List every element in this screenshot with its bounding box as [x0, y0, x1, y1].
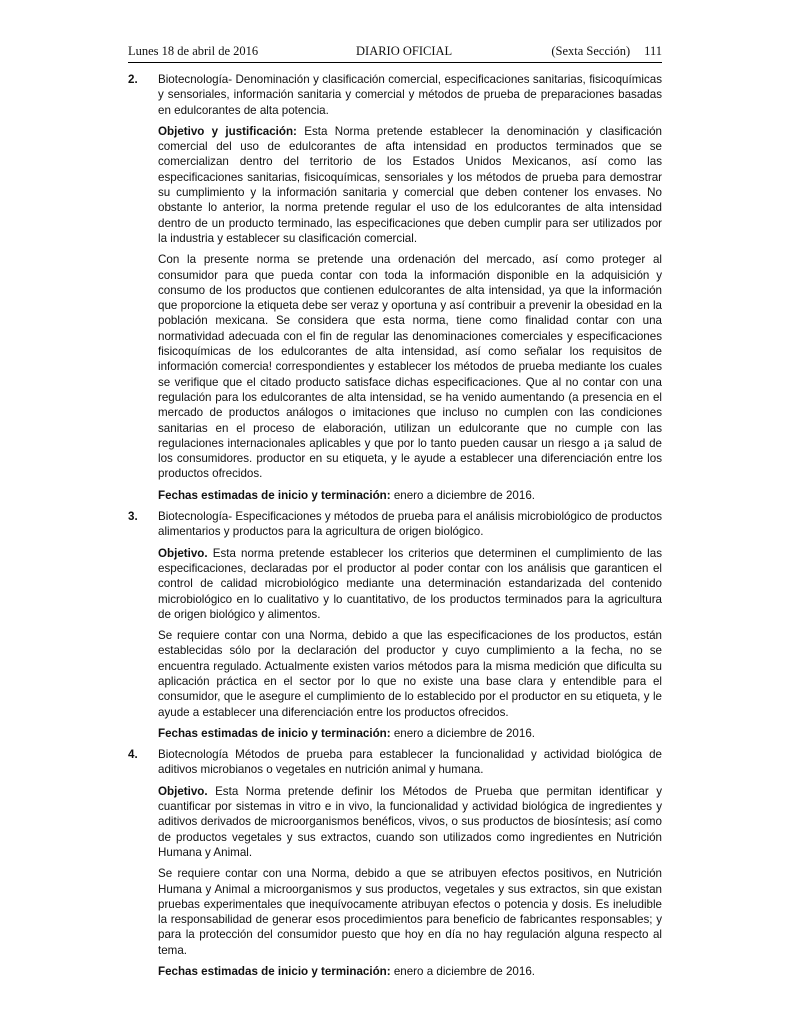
header-page-number: 111 — [644, 44, 662, 58]
norm-item-2 — [128, 72, 662, 503]
dates-text: enero a diciembre de 2016. — [390, 488, 535, 502]
header-section-page — [551, 44, 662, 59]
norm-item-3 — [128, 509, 662, 741]
objective-text: Esta Norma pretende definir los Métodos de Prueba que permitan identificar y cuantificar por sistemas in vitro e in vivo, la funcionalidad y actividad biológica de ingredientes y aditivos derivados de microorganismos benéficos, vivos, o sus productos de biosíntesis; así como de productos vegetales y sus extractos, cuando son utilizados como ingredientes en Nutrición Humana y Animal. — [158, 784, 662, 859]
header-publication: DIARIO OFICIAL — [356, 44, 453, 58]
objective-paragraph — [158, 124, 662, 246]
header-rule — [128, 62, 662, 63]
dates-paragraph — [158, 726, 662, 741]
objective-paragraph — [158, 784, 662, 860]
objective-label: Objetivo. — [158, 546, 208, 560]
item-number: 3. — [128, 510, 138, 524]
justification-paragraph: Con la presente norma se pretende una ordenación del mercado, así como proteger al consumidor para que pueda contar con toda la información disponible en la adquisición y consumo de los productos que contienen edulcorantes de alta intensidad, ya que la información que proporcione la etiqueta debe ser veraz y oportuna y así contribuir a prevenir la obesidad en la población mexicana. Se considera que esta norma, tiene como finalidad contar con una normatividad adecuada con el fin de regular las denominaciones comerciales y especificaciones fisicoquímicas de los edulcorantes de alta intensidad, así como señalar los requisitos de información comercia! correspondientes y establecer los métodos de prueba mediante los cuales se verifique que el citado producto satisface dichas especificaciones. Que al no contar con una regulación para los edulcorantes de alta intensidad, se ha venido aumentando (a presencia en el mercado de productos análogos o imitaciones que incluso no cumplen con las condiciones sanitarias en el proceso de elaboración, utilizan un edulcorante que no cumple con las regulaciones internacionales aplicables y que por lo tanto pueden causar un riesgo a ¡a salud de los consumidores. productor en su etiqueta, y le ayude a establecer una diferenciación entre los productos ofrecidos. — [158, 253, 662, 481]
header-section: (Sexta Sección) — [551, 44, 631, 58]
header-date: Lunes 18 de abril de 2016 — [128, 44, 259, 58]
justification-paragraph: Se requiere contar con una Norma, debido a que las especificaciones de los productos, están establecidas sólo por la declaración del productor y cuyo cumplimiento a la fecha, no se encuentra regulado. Actualmente existen varios métodos para la misma medición que dificulta su aplicación práctica en el sector por lo que no existe una base clara y entendible para el consumidor, que le asegure el cumplimiento de lo establecido por el productor en su etiqueta, y le ayude a establecer una diferenciación entre los productos ofrecidos. — [158, 629, 662, 719]
objective-label: Objetivo. — [158, 784, 208, 798]
objective-paragraph — [158, 546, 662, 622]
dates-label: Fechas estimadas de inicio y terminación: — [158, 965, 391, 979]
item-title: Biotecnología- Denominación y clasificación comercial, especificaciones sanitarias, fisicoquímicas y sensoriales, información sanitaria y comercial y métodos de prueba de preparaciones basadas en edulcorantes de alta potencia. — [158, 73, 662, 117]
dates-text: enero a diciembre de 2016. — [390, 726, 535, 740]
item-title: Biotecnología Métodos de prueba para establecer la funcionalidad y actividad biológica de aditivos microbianos o vegetales en nutrición animal y humana. — [158, 748, 662, 777]
dates-text: enero a diciembre de 2016. — [390, 965, 535, 979]
objective-label: Objetivo y justificación: — [158, 124, 297, 138]
dates-paragraph — [158, 964, 662, 979]
norm-item-4 — [128, 747, 662, 979]
objective-text: Esta Norma pretende establecer la denominación y clasificación comercial del uso de edulcorantes de afta intensidad en productos terminados que se comercializan dentro del territorio de los Estados Unidos Mexicanos, así como las especificaciones sanitarias, fisicoquímicas, sensoriales y los métodos de prueba para demostrar su cumplimiento y la información sanitaria y comercial que deben contener los envases. No obstante lo anterior, la norma pretende regular el uso de los edulcorantes de alta intensidad dentro de un producto terminado, las especificaciones que deben cumplir para ser utilizados por la industria y establecer su clasificación comercial. — [158, 124, 662, 245]
item-number: 2. — [128, 73, 138, 86]
dates-label: Fechas estimadas de inicio y terminación: — [158, 488, 391, 502]
objective-text: Esta norma pretende establecer los criterios que determinen el cumplimiento de las especificaciones, declaradas por el productor al poder contar con los análisis que garanticen el control de calidad microbiológico mediante una determinación estandarizada del contenido microbiológico en lo cualitativo y lo cuantitativo, de los productos terminados para la agricultura de origen biológico y alimentos. — [158, 546, 662, 621]
item-number: 4. — [128, 748, 138, 762]
dates-paragraph — [158, 488, 662, 503]
justification-paragraph: Se requiere contar con una Norma, debido a que se atribuyen efectos positivos, en Nutrición Humana y Animal a microorganismos y sus productos, vegetales y sus extractos, sin que existan pruebas experimentales que inequívocamente atribuyan efectos o potencia y dosis. Es ineludible la responsabilidad de generar esos procedimientos para beneficio de fabricantes responsables; y para la protección del consumidor puesto que hoy en día no hay regulación alguna respecto al tema. — [158, 867, 662, 957]
page-header — [128, 44, 662, 62]
item-title: Biotecnología- Especificaciones y métodos de prueba para el análisis microbiológico de productos alimentarios y productos para la agricultura de origen biológico. — [158, 510, 662, 539]
document-body — [128, 72, 662, 985]
dates-label: Fechas estimadas de inicio y terminación: — [158, 726, 391, 740]
